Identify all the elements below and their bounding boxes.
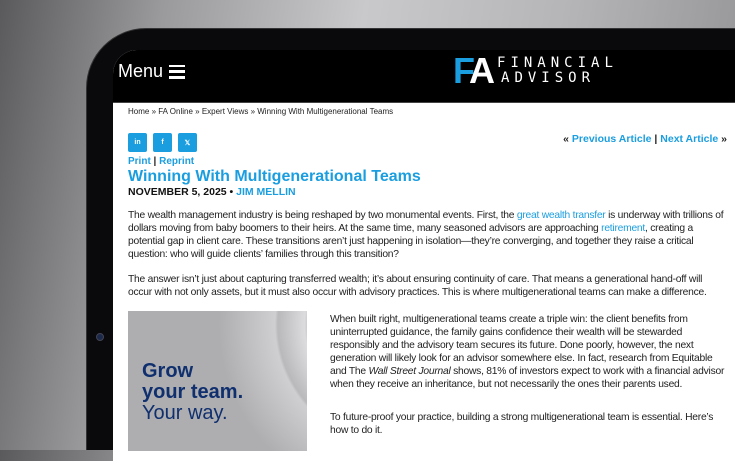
logo-line1: FINANCIAL bbox=[497, 55, 618, 71]
logo-line2: ADVISOR bbox=[501, 70, 596, 86]
paragraph-2: The answer isn’t just about capturing transferred wealth; it’s about ensuring continuity of care. That means a generational hand-off will occur with not only assets, but it must also occur with advisory practices. This is where multigenerational teams can make a difference. bbox=[128, 274, 707, 298]
print-link[interactable]: Print bbox=[128, 156, 151, 167]
camera-icon bbox=[96, 333, 104, 341]
paragraph-3: When built right, multigenerational teams create a triple win: the client benefits from uninterrupted guidance, the family gains confidence their wealth will be stewarded responsibly and the advisory team secures its future. Done poorly, however, the next generation will likely look for an advisor somewhere else. In fact, research from Equitable and The Wall Street Journal shows, 81% of investors expect to work with a financial advisor when they receive an inheritance, but not necessarily the ones their parents used. bbox=[330, 314, 725, 390]
logo[interactable] bbox=[453, 50, 618, 91]
advertisement[interactable]: Grow your team. Your way. bbox=[128, 311, 307, 451]
hamburger-icon bbox=[169, 65, 185, 79]
facebook-share-button[interactable]: f bbox=[153, 133, 172, 152]
menu-label: Menu bbox=[118, 61, 164, 81]
ad-and-text-row bbox=[128, 311, 727, 451]
share-buttons bbox=[128, 133, 197, 152]
page-title: Winning With Multigenerational Teams bbox=[128, 168, 421, 185]
nav-sep: | bbox=[654, 133, 658, 145]
paragraph-1: The wealth management industry is being reshaped by two monumental events. First, the great wealth transfer is underway with trillions of dollars moving from baby boomers to their heirs. At the same time, many seasoned advisors are approaching retirement, creating a potential gap in client care. These transitions aren’t just happening in isolation—they’re converging, and together they raise a critical question: who will guide clients’ families through this transition? bbox=[128, 210, 724, 260]
linkedin-share-button[interactable]: in bbox=[128, 133, 147, 152]
tablet-screen bbox=[113, 50, 735, 461]
breadcrumb[interactable]: Home » FA Online » Expert Views » Winning With Multigenerational Teams bbox=[128, 107, 394, 116]
x-share-button[interactable]: 𝕏 bbox=[178, 133, 197, 152]
next-article-link[interactable]: Next Article bbox=[660, 133, 719, 145]
article bbox=[113, 103, 735, 461]
print-reprint: Print | Reprint bbox=[128, 156, 195, 167]
site-header bbox=[113, 50, 735, 103]
great-wealth-transfer-link[interactable]: great wealth transfer bbox=[516, 210, 606, 221]
retirement-link[interactable]: retirement bbox=[601, 223, 646, 234]
logo-mark: FA bbox=[453, 50, 492, 91]
date: NOVEMBER 5, 2025 • bbox=[128, 186, 234, 198]
article-nav bbox=[563, 133, 727, 145]
menu-button[interactable] bbox=[118, 61, 185, 82]
nav-right: » bbox=[721, 133, 727, 145]
paragraph-4: To future-proof your practice, building a strong multigenerational team is essential. Here’s how to do it. bbox=[330, 412, 714, 436]
share-nav-row bbox=[128, 133, 727, 152]
byline bbox=[128, 186, 727, 199]
author-link[interactable]: JIM MELLIN bbox=[236, 186, 296, 198]
nav-left: « bbox=[563, 133, 569, 145]
previous-article-link[interactable]: Previous Article bbox=[571, 133, 652, 145]
reprint-link[interactable]: Reprint bbox=[159, 156, 195, 167]
